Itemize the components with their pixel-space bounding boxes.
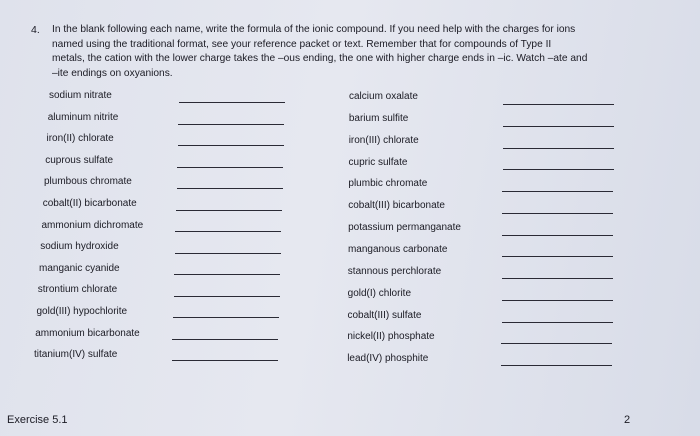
question-number: 4. — [31, 24, 40, 36]
compound-name: cupric sulfate — [348, 156, 408, 168]
answer-blank[interactable] — [175, 253, 281, 254]
compound-name: aluminum nitrite — [47, 111, 119, 123]
instruction-line: In the blank following each name, write the formula of the ionic compound. If you need help with the charges for ions — [52, 24, 576, 35]
answer-blank[interactable] — [178, 124, 284, 125]
answer-blank[interactable] — [501, 365, 612, 366]
answer-blank[interactable] — [176, 210, 282, 211]
answer-blank[interactable] — [177, 188, 283, 189]
answer-blank[interactable] — [503, 148, 614, 149]
instruction-line: metals, the cation with the lower charge takes the –ous ending, the one with higher charge ends in –ic. Watch –ate and — [52, 53, 588, 65]
compound-name: ammonium bicarbonate — [35, 327, 140, 339]
compound-name: cobalt(III) bicarbonate — [348, 200, 445, 212]
answer-blank[interactable] — [174, 296, 280, 297]
answer-blank[interactable] — [502, 191, 613, 192]
compound-name: lead(IV) phosphite — [347, 353, 429, 365]
compound-name: sodium nitrate — [49, 90, 112, 101]
compound-name: calcium oxalate — [349, 91, 418, 102]
compound-name: titanium(IV) sulfate — [34, 349, 118, 361]
compound-name: ammonium dichromate — [41, 219, 144, 231]
answer-blank[interactable] — [502, 256, 613, 257]
page-number: 2 — [624, 414, 631, 426]
answer-blank[interactable] — [175, 231, 281, 232]
answer-blank[interactable] — [503, 104, 614, 105]
instruction-line: named using the traditional format, see your reference packet or text. Remember that for compounds of Type II — [52, 38, 552, 50]
answer-blank[interactable] — [502, 235, 613, 236]
answer-blank[interactable] — [502, 322, 613, 323]
compound-name: cobalt(III) sulfate — [347, 309, 422, 321]
answer-blank[interactable] — [174, 274, 280, 275]
answer-blank[interactable] — [501, 343, 612, 344]
compound-name: cuprous sulfate — [45, 154, 114, 166]
compound-name: potassium permanganate — [348, 222, 461, 234]
compound-name: iron(II) chlorate — [46, 133, 114, 145]
answer-blank[interactable] — [503, 169, 614, 170]
compound-name: strontium chlorate — [37, 284, 118, 296]
compound-name: manganic cyanide — [39, 262, 120, 274]
compound-name: barium sulfite — [348, 112, 409, 124]
answer-blank[interactable] — [502, 278, 613, 279]
compound-name: sodium hydroxide — [40, 241, 119, 253]
answer-blank[interactable] — [172, 360, 278, 361]
compound-name: gold(I) chlorite — [347, 287, 411, 299]
answer-blank[interactable] — [179, 102, 285, 103]
answer-blank[interactable] — [502, 300, 613, 301]
compound-name: stannous perchlorate — [347, 265, 442, 277]
compound-name: manganous carbonate — [347, 243, 448, 255]
compound-name: iron(III) chlorate — [348, 134, 419, 146]
answer-blank[interactable] — [177, 167, 283, 168]
answer-blank[interactable] — [172, 339, 278, 340]
compound-name: nickel(II) phosphate — [347, 331, 435, 343]
answer-blank[interactable] — [503, 126, 614, 127]
instruction-line: –ite endings on oxyanions. — [52, 67, 173, 79]
exercise-label: Exercise 5.1 — [7, 414, 68, 426]
compound-name: gold(III) hypochlorite — [36, 306, 128, 317]
compound-name: plumbous chromate — [44, 176, 132, 188]
answer-blank[interactable] — [178, 145, 284, 146]
question-instructions — [52, 23, 652, 81]
compound-name: cobalt(II) bicarbonate — [42, 198, 137, 209]
answer-blank[interactable] — [502, 213, 613, 214]
compound-name: plumbic chromate — [348, 178, 428, 190]
answer-blank[interactable] — [173, 317, 279, 318]
